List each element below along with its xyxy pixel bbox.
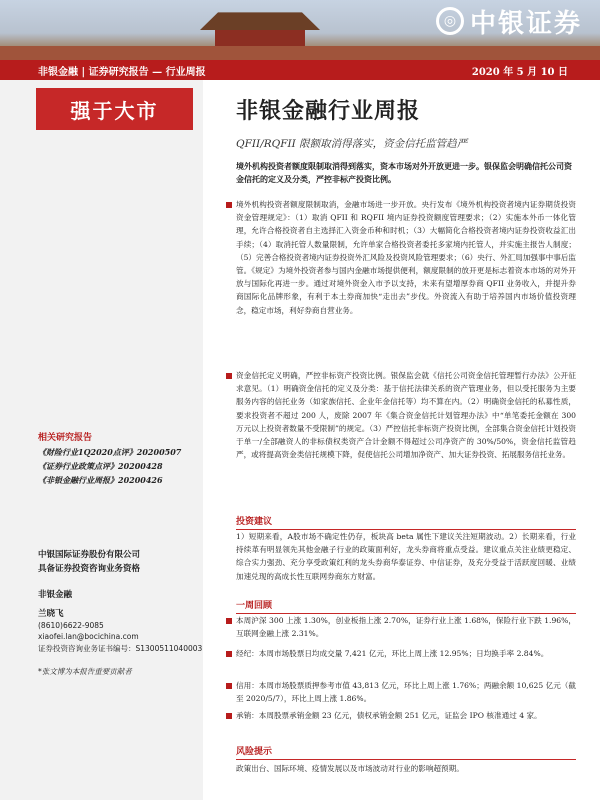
report-bar (0, 60, 600, 80)
contributor-note: *张文博为本报告重要贡献者 (38, 667, 132, 676)
bullet-marker (226, 202, 232, 208)
related-report-1[interactable]: 《财险行业1Q2020点评》20200507 (38, 447, 182, 457)
bullet-marker (226, 683, 232, 689)
company-qualification: 具备证券投资咨询业务资格 (38, 564, 141, 574)
investment-advice: 1）短期来看，A股市场不确定性仍存，板块高 beta 属性下建议关注短期波动。2）长期来看，行业持续革有明显领先其他金融子行业的政策面利好，龙头券商将重点受益。建议重点关注业绩更稳定、综合实力强劲、充分享受政策红利的龙头券商华泰证券、中信证券，及充分受益于活跃度回暖、业绩加速兑现的高成长性互联网券商东方财富。 (236, 532, 576, 581)
sector-name: 非银金融 (38, 590, 73, 600)
paragraph-trust: 资金信托定义明确，严控非标资产投资比例。银保监会就《信托公司资金信托管理暂行办法》公开征求意见。（1）明确资金信托的定义及分类：基于信托法律关系的资产管理业务，但以受托服务为主要服务内容的信托业务（如家族信托、企业年金信托等）均不算在内。（2）明确资金信托的私募性质，要求投资者不超过 200 人，废除 2007 年《集合资金信托计划管理办法》中“单笔委托金额在 300 万元以上投资者数量不受限制”的规定。（3）严控信托非标资产投资比例，全部集合资金信托计划投资于单一/全部融资人的非标债权类资产合计金额不得超过公司净资产的 30%/50%，资金信托监管趋严，或将提高资金类信托规模下降，促使信托公司增加净资产、加大证券投资、拓展服务信托业务。 (236, 371, 576, 460)
bullet-marker (226, 713, 232, 719)
risk-heading: 风险提示 (236, 744, 576, 760)
analyst-cert: 证券投资咨询业务证书编号：S1300511040003 (38, 644, 203, 653)
review-heading: 一周回顾 (236, 598, 576, 614)
header-banner (0, 0, 600, 60)
analyst-name: 兰晓飞 (38, 609, 64, 619)
analyst-phone: (8610)6622-9085 (38, 621, 104, 630)
bullet-marker (226, 651, 232, 657)
investment-heading: 投资建议 (236, 514, 576, 530)
review-credit: 信用：本周市场股票质押参考市值 43,813 亿元，环比上周上涨 1.76%；两融余额 10,625 亿元（截至 2020/5/7），环比上周上涨 1.86%。 (236, 681, 576, 704)
bank-logo-icon: ◎ (436, 7, 464, 35)
related-title: 相关研究报告 (38, 433, 93, 443)
palace-roof (200, 8, 320, 30)
brand-name: 中银证券 (469, 8, 582, 39)
review-brokerage: 经纪：本周市场股票日均成交量 7,421 亿元，环比上周上涨 12.95%；日均换手率 2.84%。 (236, 649, 549, 658)
report-category: 非银金融 | 证券研究报告 — 行业周报 (38, 66, 206, 78)
bullet-marker (226, 373, 232, 379)
related-report-2[interactable]: 《证券行业政策点评》20200428 (38, 461, 163, 471)
page-subtitle: QFII/RQFII 限额取消得落实，资金信托监管趋严 (236, 138, 468, 150)
analyst-email[interactable]: xiaofei.lan@bocichina.com (38, 632, 139, 641)
report-date: 2020 年 5 月 10 日 (471, 66, 568, 78)
rating-badge: 强于大市 (36, 88, 193, 130)
lead-summary: 境外机构投资者额度限制取消得到落实，资本市场对外开放更进一步。银保监会明确信托公司资金信托的定义及分类，严控非标产投资比例。 (236, 161, 572, 184)
company-name: 中银国际证券股份有限公司 (38, 550, 141, 560)
paragraph-qfii: 境外机构投资者额度限制取消，金融市场进一步开放。央行发布《境外机构投资者境内证券期货投资资金管理规定》：（1）取消 QFII 和 RQFII 境内证券投资额度管理要求；（2）实施本外币一体化管理，允许合格投资者自主选择汇入资金币种和时机；（3）大幅简化合格投资者境内证券投资收益汇出手续；（4）取消托管人数量限制，允许单家合格投资者委托多家境内托管人，并实施主报告人制度；（5）完善合格投资者境内证券投资外汇风险及投资风险管理要求；（6）央行、外汇局加强事中事后监管。《规定》为境外投资者参与国内金融市场提供便利，额度限制的放开更是标志着资本市场的对外开放与国际化再进一步。通过对境外资金入市予以支持，未来有望增厚券商 QFII 业务收入，并提升券商国际化品牌形象，有利于本土券商加快“走出去”步伐。外资流入有助于培养国内市场价值投资理念，稳定市场，利好券商自营业务。 (236, 200, 576, 315)
sidebar (0, 80, 203, 800)
review-underwriting: 承销：本周股票承销金额 23 亿元，债权承销金额 251 亿元，证监会 IPO 核准通过 4 家。 (236, 711, 542, 720)
related-report-3[interactable]: 《非银金融行业周报》20200426 (38, 475, 163, 485)
review-index: 本周沪深 300 上涨 1.30%，创业板指上涨 2.70%，证券行业上涨 1.68%，保险行业下跌 1.96%，互联网金融上涨 2.31%。 (236, 616, 576, 639)
page-title: 非银金融行业周报 (236, 98, 421, 124)
brand-logo (436, 4, 582, 38)
palace-wall (0, 46, 600, 60)
bullet-marker (226, 618, 232, 624)
risk-text: 政策出台、国际环境、疫情发展以及市场波动对行业的影响超预期。 (236, 764, 464, 773)
